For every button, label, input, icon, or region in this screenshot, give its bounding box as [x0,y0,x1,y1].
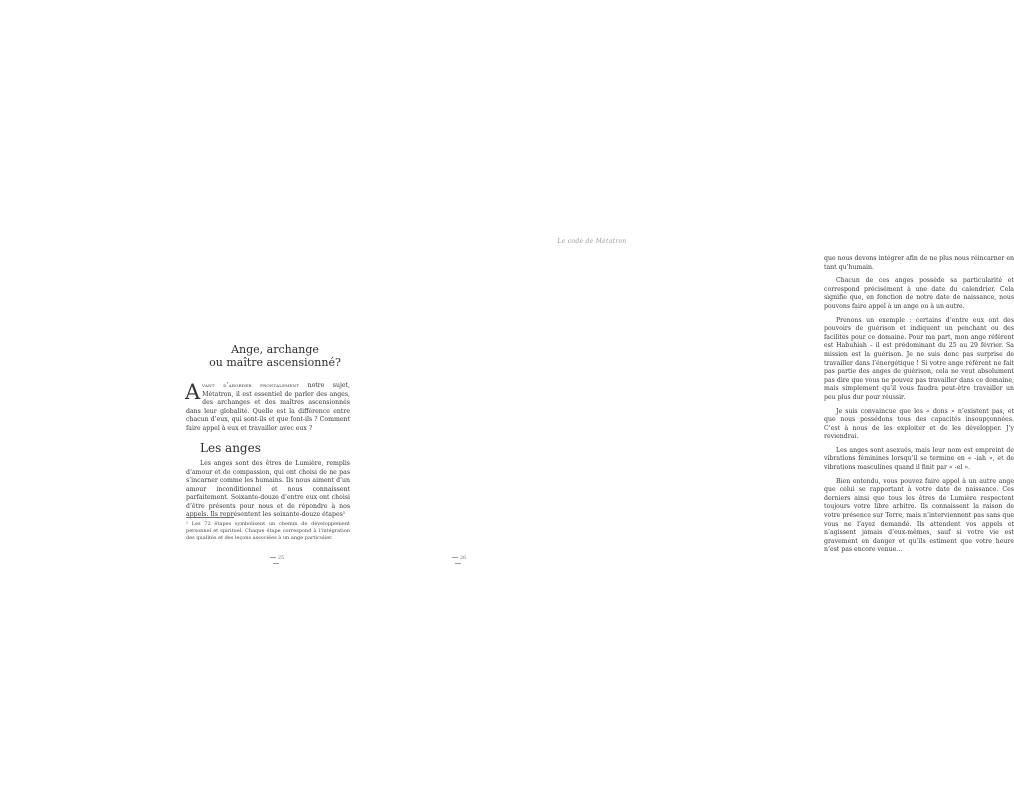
chapter-title [200,343,350,369]
paragraph: que nous devons intégrer afin de ne plus nous réincarner en tant qu’humain. [824,255,1014,271]
page-number-left-text: 25 [277,555,285,561]
running-head: Le code de Métatron [557,238,627,245]
page-number-right [448,555,468,567]
intro-lead-in: vant d’aborder frontalement [202,382,300,389]
chapter-title-line-2: ou maître ascensionné? [209,356,341,369]
footnote: ¹ Les 72 étapes symbolisent un chemin de développement personnel et spirituel. Chaque étape correspond à l’intégration des qualités et des leçons associées à un ange particulier. [186,521,350,541]
page-number-right-text: 26 [459,555,467,561]
section-paragraph: Les anges sont des êtres de Lumière, remplis d’amour et de compassion, qui ont choisi de ne pas s’incarner comme les humains. Ils nous aiment d’un amour inconditionnel et nous connaissent parfaitement. Soixante-douze d’entre eux ont choisi d’être présents pour nous et de répondre à nos appels. Ils représentent les soixante-douze étapes¹ [186,460,350,518]
intro-text: notre sujet, Métatron, il est essentiel de parler des anges, des archanges et des maîtres ascensionnés dans leur globalité. Quelle est la différence entre chacun d’eux, qui sont-ils et que font-ils ? Comment faire appel à eux et travailler avec eux ? [186,382,350,432]
paragraph: Bien entendu, vous pouvez faire appel à un autre ange que celui se rapportant à votre date de naissance. Ces derniers ainsi que tous les êtres de Lumière respectent toujours votre libre arbitre. Ils connaissent la raison de votre présence sur Terre, mais n’interviennent pas sans que vous ne l’ayez demandé. Ils attendent vos appels et n’agissent jamais d’eux-mêmes, sauf si votre vie est gravement en danger et qu’ils estiment que votre heure n’est pas encore venue… [824,477,1014,554]
intro-paragraph [186,382,350,433]
body-text [824,255,1014,560]
drop-cap: A [185,380,201,404]
chapter-title-line-1: Ange, archange [231,343,319,356]
page-number-left [266,555,286,567]
paragraph: Prenons un exemple : certains d’entre eux ont des pouvoirs de guérison et indiquent un penchant ou des facilités pour ce domaine. Pour ma part, mon ange référent est Habuhiah – il est prédominant du 25 au 29 février. Sa mission est la guérison. Je ne suis donc pas surprise de travailler dans l’énergétique ! Si votre ange référent ne fait pas partie des anges de guérison, cela ne veut absolument pas dire que vous ne pouvez pas travailler dans ce domaine, mais simplement qu’il vous faudra peut-être travailler un peu plus dur pour réussir. [824,316,1014,401]
paragraph: Les anges sont asexués, mais leur nom est empreint de vibrations féminines lorsqu’il se termine en « -iah », et de vibrations masculines quand il finit par « -el ». [824,446,1014,472]
paragraph: Je suis convaincue que les « dons » n’existent pas, et que nous possédons tous des capacités insoupçonnées. C’est à nous de les exploiter et de les développer. J’y reviendrai. [824,407,1014,441]
left-page [0,0,400,800]
paragraph: Chacun de ces anges possède sa particularité et correspond précisément à une date du calendrier. Cela signifie que, en fonction de notre date de naissance, nous pouvons faire appel à un ange ou à un autre. [824,277,1014,310]
section-title: Les anges [200,441,261,455]
right-page [400,0,1014,800]
footnote-divider [186,517,234,518]
